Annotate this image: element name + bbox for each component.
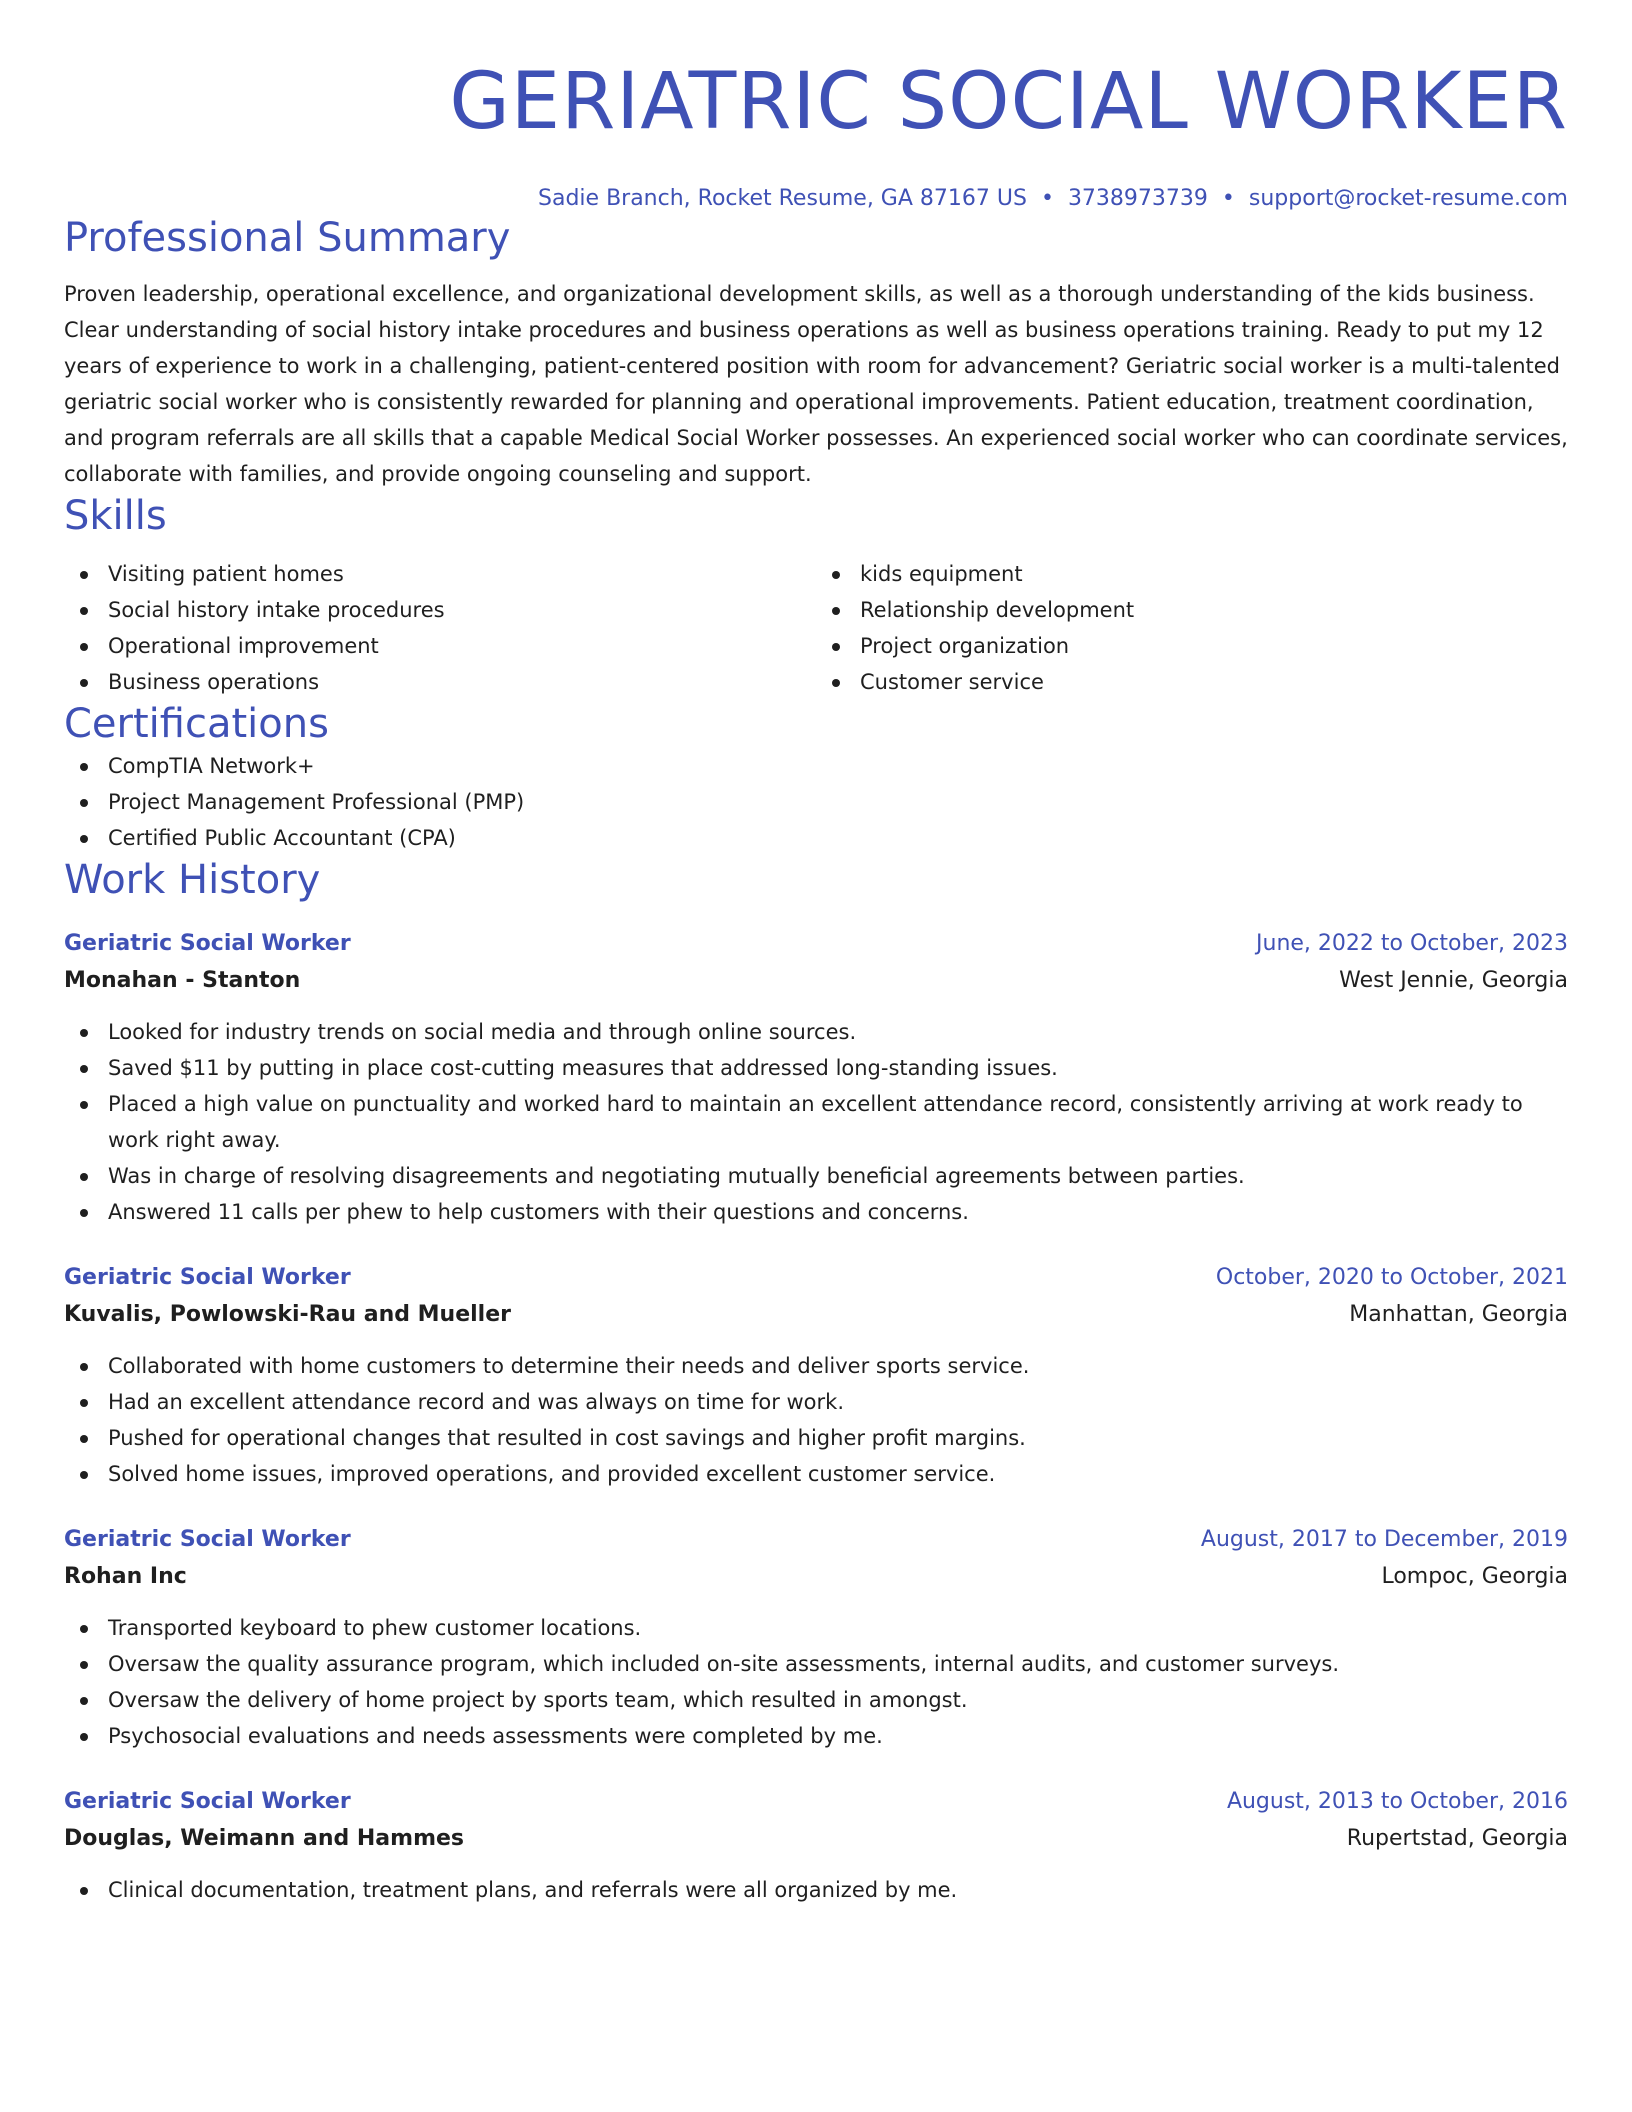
contact-phone: 3738973739 (1067, 186, 1208, 211)
job-location: Manhattan, Georgia (1349, 1302, 1568, 1327)
job-dates: October, 2020 to October, 2021 (1215, 1265, 1568, 1290)
job-bullet: Clinical documentation, treatment plans, and referrals were all organized by me. (64, 1872, 1568, 1908)
summary-heading: Professional Summary (64, 215, 511, 261)
job-location: West Jennie, Georgia (1339, 968, 1568, 993)
job-location: Rupertstad, Georgia (1346, 1826, 1568, 1851)
job-company: Rohan Inc (64, 1564, 187, 1589)
certifications-heading: Certifications (64, 701, 329, 747)
job-bullet: Looked for industry trends on social media and through online sources. (64, 1014, 1568, 1050)
job-bullet: Oversaw the delivery of home project by sports team, which resulted in amongst. (64, 1682, 1568, 1718)
job-position: Geriatric Social Worker (64, 1789, 351, 1814)
job-bullet: Collaborated with home customers to determine their needs and deliver sports service. (64, 1348, 1568, 1384)
job-entry (64, 1260, 1568, 1492)
skills-heading: Skills (64, 493, 167, 539)
job-company: Kuvalis, Powlowski-Rau and Mueller (64, 1302, 511, 1327)
resume-title: GERIATRIC SOCIAL WORKER (449, 57, 1568, 147)
job-position: Geriatric Social Worker (64, 931, 351, 956)
job-entry (64, 926, 1568, 1230)
job-bullet: Had an excellent attendance record and was always on time for work. (64, 1384, 1568, 1420)
job-company: Monahan - Stanton (64, 968, 301, 993)
skill-item: Operational improvement (64, 628, 816, 664)
contact-separator: • (1040, 186, 1054, 211)
work-history-heading: Work History (64, 857, 321, 903)
job-bullets (64, 1872, 1568, 1908)
contact-line (64, 184, 1568, 214)
job-bullet: Psychosocial evaluations and needs assessments were completed by me. (64, 1718, 1568, 1754)
skills-list-right (816, 556, 1568, 700)
certification-item: CompTIA Network+ (64, 748, 1568, 784)
job-bullet: Was in charge of resolving disagreements and negotiating mutually beneficial agreements between parties. (64, 1158, 1568, 1194)
summary-text: Proven leadership, operational excellence, and organizational development skills, as well as a thorough understanding of the kids business. Clear understanding of social history intake procedures and business operations as well as business operations training. Ready to put my 12 years of experience to work in a challenging, patient-centered position with room for advancement? Geriatric social worker is a multi-talented geriatric social worker who is consistently rewarded for planning and operational improvements. Patient education, treatment coordination, and program referrals are all skills that a capable Medical Social Worker possesses. An experienced social worker who can coordinate services, collaborate with families, and provide ongoing counseling and support. (64, 282, 1568, 486)
skills-list-left (64, 556, 816, 700)
job-location: Lompoc, Georgia (1381, 1564, 1568, 1589)
contact-address: Sadie Branch, Rocket Resume, GA 87167 US (538, 186, 1027, 211)
job-position: Geriatric Social Worker (64, 1527, 351, 1552)
certifications-list (64, 748, 1568, 856)
contact-email: support@rocket-resume.com (1248, 186, 1568, 211)
job-entry (64, 1784, 1568, 1908)
job-bullets (64, 1610, 1568, 1754)
job-bullet: Solved home issues, improved operations, and provided excellent customer service. (64, 1456, 1568, 1492)
skills-columns (64, 556, 1568, 700)
job-bullet: Answered 11 calls per phew to help customers with their questions and concerns. (64, 1194, 1568, 1230)
job-bullet: Placed a high value on punctuality and worked hard to maintain an excellent attendance record, consistently arriving at work ready to work right away. (64, 1086, 1568, 1158)
skill-item: Customer service (816, 664, 1568, 700)
job-dates: August, 2013 to October, 2016 (1226, 1789, 1568, 1814)
skill-item: Project organization (816, 628, 1568, 664)
contact-separator: • (1221, 186, 1235, 211)
skill-item: Visiting patient homes (64, 556, 816, 592)
job-company: Douglas, Weimann and Hammes (64, 1826, 465, 1851)
job-dates: August, 2017 to December, 2019 (1200, 1527, 1568, 1552)
skill-item: Relationship development (816, 592, 1568, 628)
skill-item: Social history intake procedures (64, 592, 816, 628)
job-entry (64, 1522, 1568, 1754)
skill-item: Business operations (64, 664, 816, 700)
certification-item: Project Management Professional (PMP) (64, 784, 1568, 820)
job-bullet: Saved $11 by putting in place cost-cutting measures that addressed long-standing issues. (64, 1050, 1568, 1086)
job-dates: June, 2022 to October, 2023 (1256, 931, 1568, 956)
skill-item: kids equipment (816, 556, 1568, 592)
certification-item: Certified Public Accountant (CPA) (64, 820, 1568, 856)
job-bullets (64, 1014, 1568, 1230)
job-position: Geriatric Social Worker (64, 1265, 351, 1290)
job-bullet: Pushed for operational changes that resulted in cost savings and higher profit margins. (64, 1420, 1568, 1456)
job-bullet: Transported keyboard to phew customer locations. (64, 1610, 1568, 1646)
job-bullets (64, 1348, 1568, 1492)
job-bullet: Oversaw the quality assurance program, which included on-site assessments, internal audits, and customer surveys. (64, 1646, 1568, 1682)
